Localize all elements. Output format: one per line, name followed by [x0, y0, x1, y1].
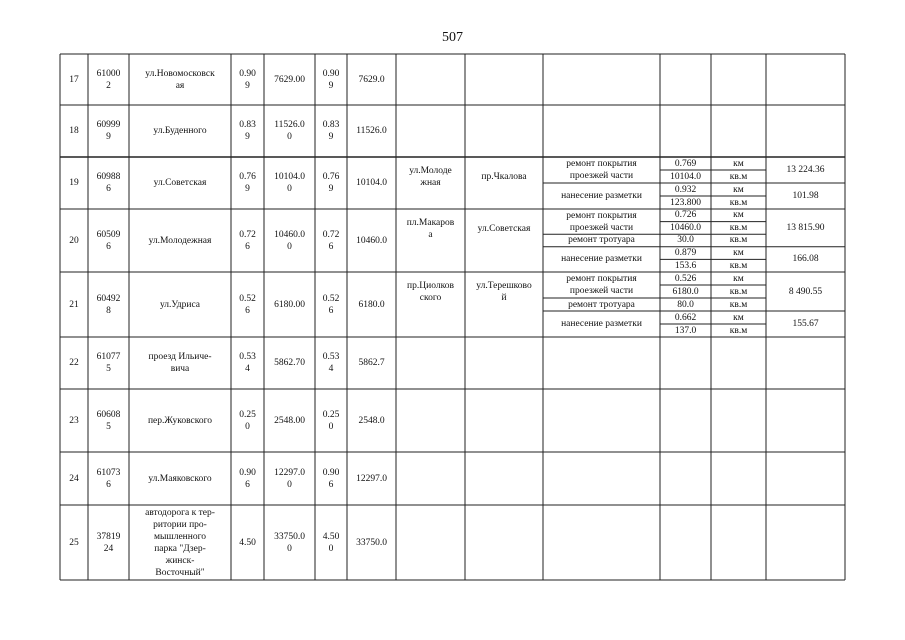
row-number: 19 — [69, 178, 79, 188]
segment-to — [465, 209, 543, 249]
work-type-line: ремонт тротуара — [568, 235, 635, 246]
work-unit: км — [733, 273, 744, 284]
road-code — [88, 389, 129, 452]
road-name-line: ая — [175, 80, 185, 91]
work-type — [543, 298, 660, 311]
road-code-line: 60608 — [96, 409, 121, 420]
work-unit: км — [733, 248, 744, 259]
work-type-line: нанесение разметки — [561, 254, 642, 265]
work-unit: кв.м — [729, 171, 748, 182]
road-name-line: ул.Советская — [153, 178, 207, 188]
road-area-line: 0 — [287, 241, 292, 252]
work-unit: кв.м — [729, 260, 748, 271]
road-code-line: 60988 — [96, 172, 121, 182]
road-area — [264, 105, 315, 157]
work-unit: км — [733, 210, 744, 221]
segment-to-line: пр.Чкалова — [481, 172, 527, 182]
work-type-line: ремонт покрытия — [566, 210, 637, 221]
road-code-line: 60492 — [96, 293, 121, 304]
work-type-line: нанесение разметки — [561, 191, 642, 201]
work-type-line: ремонт покрытия — [566, 274, 637, 284]
road-code — [88, 54, 129, 105]
road-length — [231, 272, 264, 337]
road-name-line: ул.Маяковского — [148, 473, 212, 484]
road-code-line: 6 — [106, 479, 111, 490]
road-code — [88, 272, 129, 337]
road-length-line: 0.52 — [239, 293, 256, 304]
repair-length — [315, 157, 347, 209]
repair-length-line: 0.53 — [322, 352, 340, 362]
road-length — [231, 209, 264, 272]
work-unit: кв.м — [729, 235, 748, 246]
row-number: 24 — [69, 473, 79, 484]
work-unit: кв.м — [729, 325, 748, 336]
work-type — [543, 157, 660, 183]
road-area-line: 2548.00 — [274, 415, 305, 426]
road-code-line: 60509 — [96, 229, 121, 240]
segment-from-line: пл.Макаров — [406, 218, 455, 228]
road-name — [129, 157, 231, 209]
road-name — [129, 452, 231, 505]
road-area — [264, 54, 315, 105]
road-code-line: 8 — [106, 305, 111, 316]
road-length — [231, 452, 264, 505]
road-area — [264, 272, 315, 337]
repair-area: 5862.7 — [358, 358, 385, 368]
work-type-line: ремонт тротуара — [568, 299, 635, 310]
segment-to — [465, 272, 543, 312]
work-cost: 8 490.55 — [788, 286, 823, 297]
road-area-line: 11526.0 — [274, 120, 305, 130]
work-cost: 13 815.90 — [786, 222, 825, 233]
work-value: 0.769 — [674, 158, 697, 169]
road-length-line: 0.53 — [239, 352, 256, 362]
segment-from-line: а — [428, 230, 433, 240]
road-length-line: 0.83 — [239, 120, 256, 130]
repair-length-line: 9 — [328, 80, 334, 91]
work-type-line: проезжей части — [569, 286, 634, 296]
segment-to-line: й — [501, 293, 507, 303]
repair-length-line: 0 — [328, 543, 334, 554]
work-value: 10460.0 — [670, 222, 701, 233]
work-cost: 13 224.36 — [786, 165, 825, 175]
road-code — [88, 105, 129, 157]
road-code-line: 61000 — [96, 68, 121, 79]
road-area-line: 6180.00 — [274, 299, 305, 310]
row-number: 25 — [69, 537, 79, 548]
segment-from — [396, 157, 465, 197]
segment-from-line: жная — [420, 178, 441, 188]
road-name-line: ул.Буденного — [153, 126, 207, 136]
work-cost: 155.67 — [792, 319, 819, 329]
road-name-line: вича — [170, 364, 190, 374]
road-length — [231, 105, 264, 157]
road-length-line: 0.25 — [239, 409, 256, 420]
road-code-line: 6 — [106, 184, 111, 194]
road-code-line: 5 — [106, 364, 111, 374]
work-value: 123.800 — [670, 197, 701, 208]
repair-length-line: 6 — [328, 479, 334, 490]
road-area-line: 0 — [287, 132, 292, 142]
road-name-line: пер.Жуковского — [147, 415, 213, 426]
road-name-line: парка "Дзер- — [154, 543, 206, 554]
repair-area: 12297.0 — [356, 473, 387, 484]
segment-from — [396, 209, 465, 249]
row-number: 22 — [69, 358, 79, 368]
road-area-line: 0 — [287, 543, 292, 554]
repair-area: 7629.0 — [358, 74, 385, 85]
road-name-line: проезд Ильиче- — [148, 352, 212, 362]
road-code — [88, 505, 129, 580]
repair-length — [315, 272, 347, 337]
repair-area: 10104.0 — [356, 178, 387, 188]
road-length-line: 6 — [245, 305, 250, 316]
row-number: 21 — [69, 299, 79, 310]
repair-length-line: 4 — [328, 364, 334, 374]
repair-length-line: 0 — [328, 421, 334, 432]
road-area-line: 5862.70 — [274, 358, 305, 368]
work-type-line: проезжей части — [569, 171, 634, 181]
repair-length-line: 6 — [328, 241, 334, 252]
road-name — [129, 209, 231, 272]
road-length — [231, 389, 264, 452]
segment-to — [465, 157, 543, 197]
road-area — [264, 157, 315, 209]
work-unit: кв.м — [729, 286, 748, 297]
road-length — [231, 505, 264, 580]
road-name — [129, 54, 231, 105]
repair-area: 11526.0 — [356, 126, 387, 136]
work-type — [543, 183, 660, 209]
work-cost: 166.08 — [792, 254, 819, 265]
repair-length-line: 9 — [328, 132, 334, 142]
road-area — [264, 505, 315, 580]
road-name — [129, 272, 231, 337]
road-code-line: 5 — [106, 421, 111, 432]
repair-length-line: 0.76 — [322, 172, 340, 182]
work-unit: кв.м — [729, 299, 748, 310]
road-code-line: 6 — [106, 241, 111, 252]
row-number: 17 — [69, 74, 79, 85]
work-value: 0.879 — [674, 248, 697, 259]
road-name-line: ул.Новомосковск — [145, 68, 215, 79]
road-length-line: 6 — [245, 479, 250, 490]
road-name-line: ул.Молодежная — [148, 235, 212, 246]
road-length-line: 9 — [245, 184, 250, 194]
road-area — [264, 209, 315, 272]
road-area-line: 10104.0 — [274, 172, 305, 182]
road-name — [129, 105, 231, 157]
road-length-line: 0.76 — [239, 172, 256, 182]
road-name-line: автодорога к тер- — [145, 507, 215, 518]
road-code — [88, 209, 129, 272]
road-name — [129, 505, 231, 580]
work-type — [543, 234, 660, 247]
work-type-line: нанесение разметки — [561, 319, 642, 329]
work-type-line: ремонт покрытия — [566, 159, 637, 169]
repair-length — [315, 54, 347, 105]
repair-area: 2548.0 — [358, 415, 385, 426]
repair-length-line: 4.50 — [322, 531, 340, 542]
work-unit: км — [733, 158, 744, 169]
road-area-line: 0 — [287, 479, 292, 490]
repair-length — [315, 209, 347, 272]
work-type — [543, 247, 660, 272]
road-length — [231, 337, 264, 389]
row-number: 18 — [69, 126, 79, 136]
repair-length-line: 9 — [328, 184, 334, 194]
road-code — [88, 337, 129, 389]
road-length-line: 4 — [245, 364, 250, 374]
repair-area: 6180.0 — [358, 299, 385, 310]
work-value: 10104.0 — [670, 171, 701, 182]
work-unit: кв.м — [729, 222, 748, 233]
work-value: 0.526 — [674, 273, 697, 284]
road-length-line: 0 — [245, 421, 250, 432]
road-area-line: 12297.0 — [274, 467, 305, 478]
segment-to-line: ул.Терешково — [476, 281, 532, 291]
road-area-line: 0 — [287, 184, 292, 194]
work-type — [543, 311, 660, 337]
work-value: 6180.0 — [672, 286, 699, 297]
work-value: 0.726 — [674, 210, 697, 221]
repair-area: 10460.0 — [356, 235, 387, 246]
segment-from-line: пр.Циолков — [407, 281, 454, 291]
work-unit: км — [733, 184, 744, 195]
page-number: 507 — [442, 30, 463, 45]
work-value: 0.932 — [674, 184, 697, 195]
work-unit: км — [733, 312, 744, 323]
road-name-line: жинск- — [165, 555, 195, 566]
work-value: 0.662 — [674, 312, 697, 323]
repair-length — [315, 452, 347, 505]
repair-area: 33750.0 — [356, 537, 387, 548]
row-number: 20 — [69, 235, 79, 246]
repair-length-line: 0.52 — [322, 293, 340, 304]
segment-to-line: ул.Советская — [477, 224, 531, 234]
repair-length-line: 0.90 — [322, 68, 340, 79]
repair-length — [315, 505, 347, 580]
road-name — [129, 337, 231, 389]
road-length — [231, 157, 264, 209]
road-length-line: 0.90 — [239, 467, 256, 478]
road-area-line: 7629.00 — [274, 74, 305, 85]
road-code-line: 24 — [103, 543, 114, 554]
work-type — [543, 272, 660, 298]
road-length-line: 9 — [245, 132, 250, 142]
repair-length-line: 0.90 — [322, 467, 340, 478]
road-name-line: ул.Удриса — [159, 299, 201, 310]
road-code-line: 61073 — [96, 467, 121, 478]
work-type-line: проезжей части — [569, 222, 634, 233]
road-length-line: 9 — [245, 80, 250, 91]
work-value: 80.0 — [677, 299, 694, 310]
road-area-line: 33750.0 — [274, 531, 305, 542]
segment-from-line: ского — [419, 293, 442, 303]
work-value: 153.6 — [674, 260, 697, 271]
road-code-line: 37819 — [96, 531, 121, 542]
repair-length-line: 6 — [328, 305, 334, 316]
road-length-line: 0.72 — [239, 229, 256, 240]
repair-length-line: 0.72 — [322, 229, 340, 240]
road-area — [264, 452, 315, 505]
work-value: 137.0 — [674, 325, 697, 336]
road-area — [264, 389, 315, 452]
road-area — [264, 337, 315, 389]
segment-from — [396, 272, 465, 312]
road-length — [231, 54, 264, 105]
road-code-line: 2 — [106, 80, 111, 91]
road-code-line: 60999 — [96, 120, 121, 130]
work-type — [543, 209, 660, 234]
road-length-line: 0.90 — [239, 68, 256, 79]
work-cost: 101.98 — [792, 191, 819, 201]
segment-from-line: ул.Молоде — [409, 166, 452, 176]
repair-length — [315, 337, 347, 389]
road-name — [129, 389, 231, 452]
repair-length-line: 0.83 — [322, 120, 340, 130]
road-code — [88, 157, 129, 209]
repair-length-line: 0.25 — [322, 409, 340, 420]
road-code-line: 9 — [106, 132, 111, 142]
work-unit: кв.м — [729, 197, 748, 208]
repair-length — [315, 389, 347, 452]
road-length-line: 6 — [245, 241, 250, 252]
road-name-line: мышленного — [154, 531, 206, 542]
road-code — [88, 452, 129, 505]
road-name-line: Восточный" — [155, 567, 205, 578]
repair-length — [315, 105, 347, 157]
road-name-line: ритории про- — [153, 519, 207, 530]
road-length-line: 4.50 — [239, 537, 256, 548]
road-area-line: 10460.0 — [274, 229, 305, 240]
work-value: 30.0 — [677, 235, 694, 246]
road-code-line: 61077 — [96, 352, 121, 362]
row-number: 23 — [69, 415, 79, 426]
